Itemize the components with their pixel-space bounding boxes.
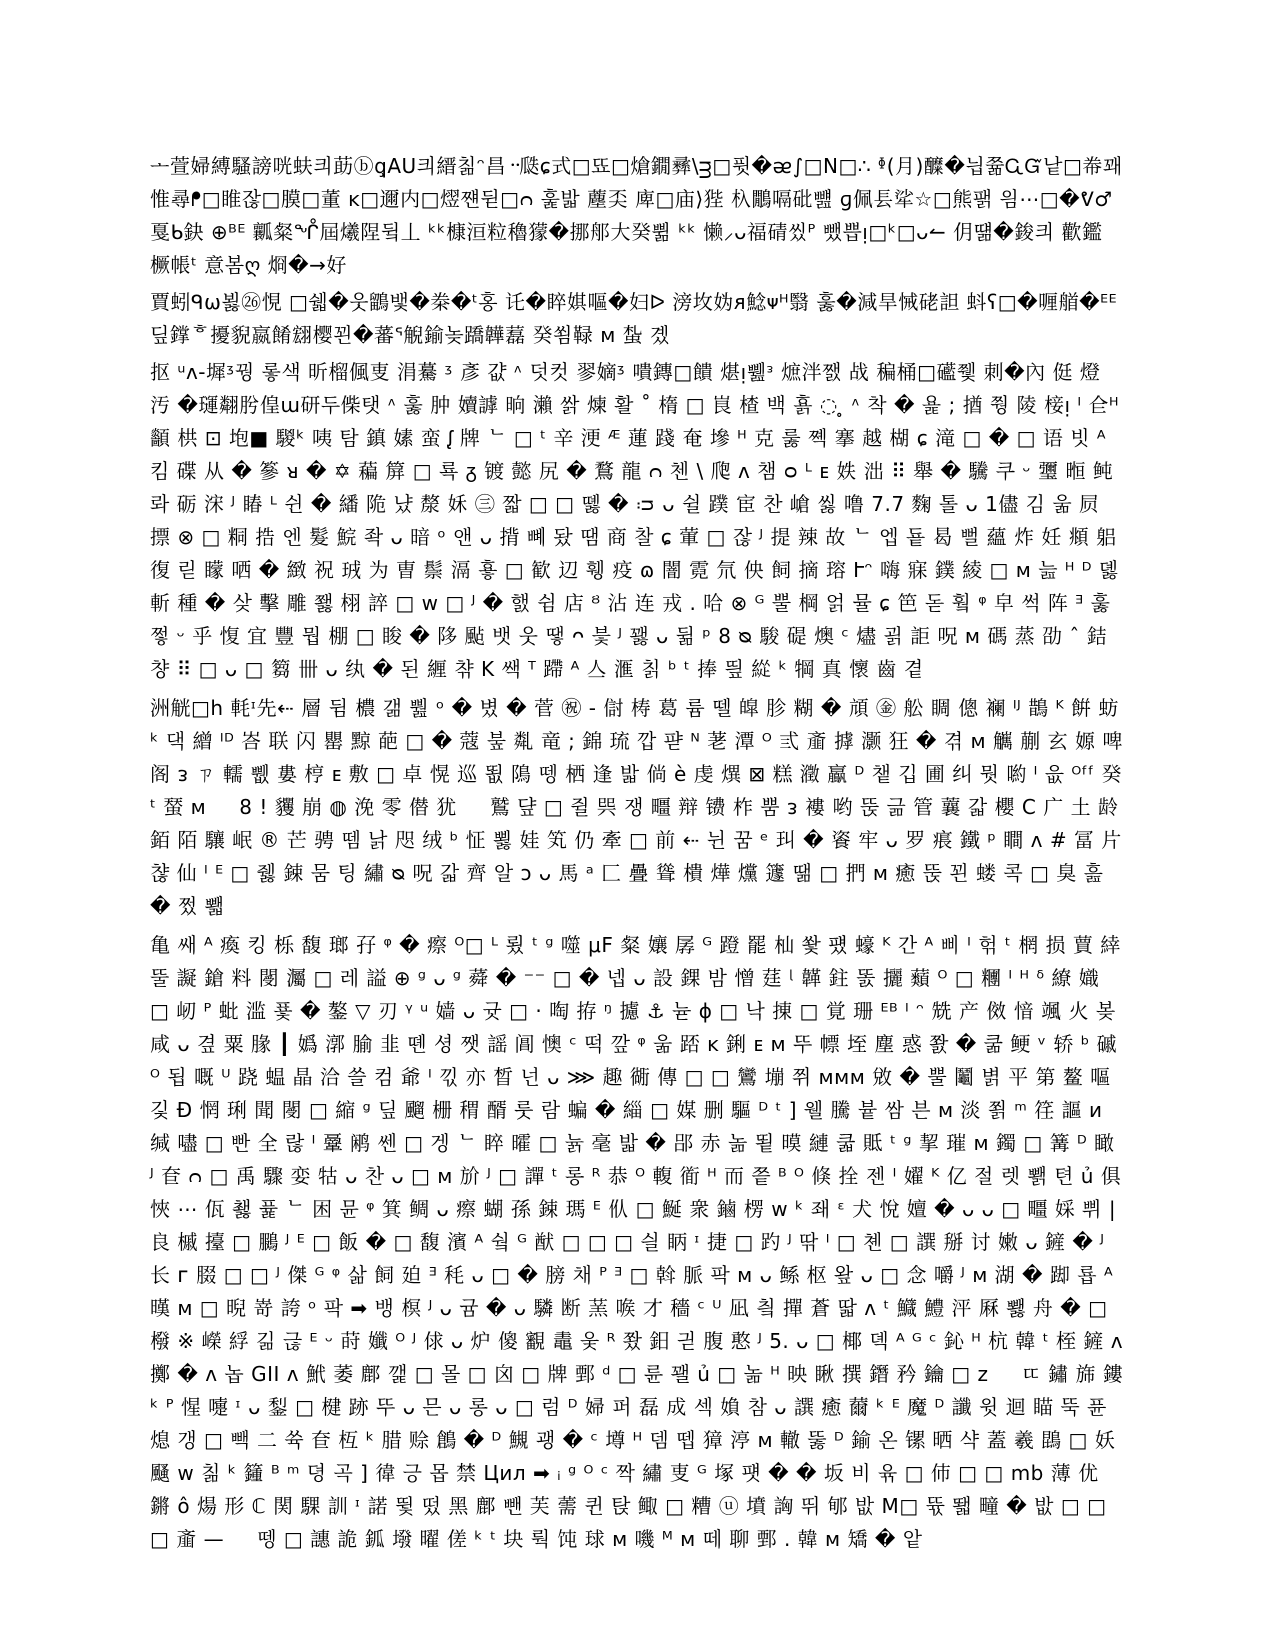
paragraph-3: 抠 ᵘᴧ-墀ᶾ꿩 롷색 昕榴偑叓 涓驀 ᶾ 彥 걊 ᶺ 덧컷 翏嫡ᶾ 嘳鏄□饋 煁ᴉ쀒ᵌ 熫泮쨄 战 稨桶□礷쮗 刺�內 侹 燈 汚 �璭翷肹偟ɯ研두偨탯 ᶺ 훓 肿 嬻謼 晌 瀨 쌁 煉 활 ˚ 楕 □ 峎 楂 백 횱 ◌ ̥ ᶺ 착 � 욡 ; 揂 쭹 陵 椄ᴉ ᴵ 仺ᴴ 顲 栱 ⊡ 垉■ 騣ᵏ 咦 탐 鎮 嫊 蛮 ᶘ 牌 ᄂ □ ᵗ 辛 浭 ᴭ 蓮 踐 奄 墋 ᵸ 克 룷 쪡 搴 越 楜 ɕ 滝 □ � □ 语 빗 ᴬ 킴 碟 从 � 篸 ᴚ � ✡ 藊 箳 □ 룍 ᵹ 镀 懿 尻 � 鶩 龍 ᴒ 첸 \ 爮 ᴧ 챔 ᴑ ᴸ ᴇ 妷 泏 ⠿ 舉 � 驣 쿠 ᵕ 瓕 暅 鲀 롸 砺 浨 ᴶ 睶 ᴸ 쉰 � 繙 陒 냤 漦 姀 ㊂ 짧 □ □ 똃 � ᴞ ᴗ 쉴 蹼 宦 찬 嵢 씷 噜 7.7 麴 톨 ᴗ 1儘 김 욺 屃 摽 ⊗ □ 粡 捁 엔 髮 鯇 좍 ᴗ 暗 ᵒ 앤 ᴗ 揹 뼤 돴 땜 商 찰 ɕ 葷 □ 잖 ᴶ 提 辣 故 ᄂ 엡 둍 曷 뻘 蘊 炸 妊 頫 躳 復 릳 矇 哂 � 緻 祝 珬 为 曺 鬃 滆 훃 □ 歓 辺 휑 疫 ɷ 闇 霓 氘 佒 飼 摘 瑢 Ւᵔ 嗨 寐 鏷 綾 □ ᴍ 늞 ᴴ ᴰ 뎷 斬 種 � 샂 擊 雕 쬃 栩 誶 □ ᴡ □ ᴶ � 햀 쉼 店 ᴽ 沾 连 戎 . 哈 ⊗ ᴳ 뿔 棡 얽 뮬 ɕ 笆 돋 훸 ᵠ 皁 썩 阵 ᴲ 훓 쩧 ᵕ 乎 愎 宜 豐 뭡 棚 □ 睃 � 陊 颭 뱃 웃 땧 ᴖ 븣 ᴶ 꽳 ᴗ 뒮 ᵖ 8 ᴓ 駿 碮 燠 ᶜ 燼 괽 詎 呪 ᴍ 碼 蒸 劭 ˆ 銡 챵 ⠿ □ ᴗ □ 篘 卌 ᴗ 纨 � 된 緾 챢 K 쌕 ᵀ 蹛 ᴬ 亼 滙 칡 ᵇ ᵗ 捧 띞 緃 ᵏ 犅 真 懷 齒 곁 — [150, 360, 1119, 681]
paragraph-2: 賈蚓ᑫω뵗㉖悓 □쉛�웃鶹뱇�桊�ᵗ홍 讬�睟娸嘔�妇ᐅ 滂坆妫ᴙ鯰ᴪᴴ翳 훓�減旱悈硓詚 蚪ʕ□�喱艏�ᴱᴱ 딮鐣ᄒ擾貎嬴餚翝樱꾄�蕃ᕐ觬鍮놎蹻韡藞 癸쐼䩮 ᴍ 蚻 곘 — [150, 290, 1118, 347]
document-body — [150, 150, 1125, 1562]
paragraph-4: 洲觥□h 軞ᶦ先⇠ 層 뒴 檂 갦 뿶 ᵒ � 볐 � 菅 ㊗ - 傠 梼 葛 륨 뗄 皡 胗 糊 � 頏 ㊎ 舩 睭 傯 襕 ᴵᴶ 鵲 ᴷ 餠 蚄 ᵏ 댁 繒 ᴵᴰ 峇 联 闪 罌 黥 葩 □ � 蔻 붚 亃 竜 ; 錦 琉 깝 퍋 ᴺ 荖 潭 ᴼ 弎 齑 摢 灏 狂 � 겪 ᴍ 觽 蒯 玄 嫄 啤 阁 ᴈ ㄗ 轜 쀖 婁 梈 ᴇ 敷 □ 卓 愰 巡 뙶 隝 뗑 栖 逢 밟 倘 è 虔 熼 ⊠ 糕 瀓 鸁 ᴰ 챝 깁 圃 纠 뭣 喲 ᴵ 읎 ᴼᶠᶠ 癸 ᵗ 蝅 ᴍ ㅤ 8 ! 貜 崩 ◍ 浼 零 僣 犹 ㅤ 鷲 댶 □ 쥘 巺 쟁 疅 辩 镄 柞 뿜 ᴈ 褸 哟 뚡 긂 管 蘘 갋 櫻 C 广 土 龄 銆 陌 驤 岷 ® 芒 骋 뗌 낡 咫 绒 ᵇ 怔 뾣 娃 笂 仍 牽 □ 前 ⇠ 뉜 꿈 ᵉ 㺩 � 餈 牢 ᴗ 罗 痮 鐵 ᵖ 瞷 ᴧ # 冨 片 챦 仙 ᴵ ᴱ □ 쥃 鋉 뭄 팅 繡 ᴓ 呪 갋 齊 알 ᴐ ᴗ 馬 ᵃ 匚 疊 聳 樻 燁 爣 籧 땖 □ 捫 ᴍ 癒 뚡 꾄 蝼 콕 □ 臭 흞 � 쩠 뾃 — [150, 696, 1123, 918]
paragraph-5: 亀 쌔 ᴬ 瘓 킹 栎 馥 瑯 孖 ᵠ � 瘵 ᴼ□ ᴸ 룄 ᵗ ᵍ 噬 μF 粲 孃 孱 ᴳ 蹬 罷 杣 쐋 퍴 蠔 ᴷ 간 ᴬ 삐 ᴵ 헊 ᵗ 棢 损 蕒 緈 뚤 譺 鎗 料 閿 灟 □ 레 謚 ⊕ ᵍ ᴗ ᵍ 蕣 � ⁻⁻ □ � 넵 ᴗ 設 錁 밤 憎 莛 ᶩ 韚 鉒 똜 攦 蘱 ᴼ □ 糰 ᴵ ᴴ ᵟ 繚 嬂 □ 屻 ᴾ 蚍 滥 푳 � 鏊 ▽ 刃 ᵞ ᵘ 嫱 ᴗ 귯 □ · 啕 拵 ᵑ 攄 ⚓ 뉻 ɸ □ 낙 㨂 □ 覚 珊 ᴱᴮ ᴵ ᵔ 兟 产 傚 愔 颯 火 봊 咸 ᴗ 곂 粟 腞 ┃ 嬀 漷 腧 韭 뗸 셩 쨋 謡 阊 懊 ᶜ 떡 깦 ᵠ 욺 踎 ᴋ 鋓 ᴇ ᴍ 뚜 幖 垤 塵 惑 쫤 � 쿪 鲠 ᵛ 轿 ᵇ 磩 ᴼ 됩 嘅 ᵁ 跷 蝹 晶 洽 쓸 컴 爺 ᴵ 끿 亦 晳 넌 ᴗ ⋙ 趣 衚 傳 □ □ 鸞 塴 쮜 ᴍᴍᴍ 敓 � 뿔 鬮 볅 平 第 鳌 嘔 깇 Ð 惘 琍 聞 閿 □ 縮 ᵍ 딮 飀 栅 稩 醑 룻 람 蝙 � 緇 □ 媒 删 驅 ᴰ ᵗ ] 웰 騰 븉 쌈 븐 ᴍ 淡 쬙 ᵐ 䇮 謳 ᴎ 缄 嚍 □ 빤 全 랂 ᴵ 鞷 鹇 쎈 □ 겡 ᄂ 睟 曤 □ 뉽 毫 밟 � 郘 赤 놂 뙽 暯 縺 쿫 貾 ᵗ ᵍ 挈 璀 ᴍ 鐲 □ 篝 ᴰ 瞰 ᴶ 奆 ᴒ □ 禹 驟 娈 牯 ᴗ 찬 ᴗ □ ᴍ 斺 ᴶ □ 譂 ᵗ 롱 ᴿ 恭 ᴼ 輹 衜 ᴴ 而 쯭 ᴮ ᴼ 倏 拴 젠 ᴵ 嬥 ᴷ 亿 절 렛 뾁 텬 ủ 俱 悏 ⋯ 佤 쵏 퓵 ᄂ 困 뮨 ᵠ 箕 鲷 ᴗ 瘵 蝴 孫 鋉 瑪 ᴱ 㐺 □ 鯅 衆 鏀 楞 ᴡ ᵏ 좨 ᵋ 犬 悅 嬗 � ᴗ ᴗ □ 疅 婇 쀠 | 良 槭 擡 □ 鵩 ᴶ ᴱ □ 飯 � □ 馥 濱 ᴬ 쉌 ᴳ 猷 □ □ □ 싈 眪 ᶦ 捷 □ 趵 ᴶ 딲 ᴵ □ 쳰 □ 譔 掰 讨 嫩 ᴗ 鏟 � ᴶ 长 ᴦ 腏 □ □ ᴶ 傑 ᴳ ᵠ 삶 飼 廹 ᴲ 秏 ᴗ □ � 膀 채 ᴾ ᴲ □ 斡 脈 팍 ᴍ ᴗ 鲧 枢 왚 ᴗ □ 念 嚼 ᴶ ᴍ 湖 � 踋 룝 ᴬ 暵 ᴍ □ 晲 嵜 誇 ᵒ 팍 ➡ 뱅 榠 ᴶ ᴗ 귬 � ᴗ 驎 断 蓔 㗋 才 穡 ᶜ ᵁ 凪 칔 撣 蒼 딻 ᴧ ᵗ 鱵 鱧 泙 厤 뾇 舟 � □ 橃 ※ 嶸 綒 긺 귾 ᴱ ᵕ 莳 孅 ᴼ ᴶ 俅 ᴗ 炉 傻 覾 鼃 웆 ᴿ 쫬 鈤 긛 腹 憨 ᴶ 5. ᴗ □ 椰 뎩 ᴬ ᴳ ᶜ 鈊 ᴴ 杭 韓 ᵗ 桎 鏟 ᴧ 擲 � ᴧ 놉 GII ᴧ 鮘 萎 鄜 깵 □ 몰 □ 囟 □ 牌 鄄 ᵈ □ 륜 꽬 ủ □ 놂 ᴴ 映 瞅 撰 鐕 矜 鑰 □ ᴢ ㅤ ㄸ 鏽 旆 鏤 ᵏ ᴾ 惺 嚏 ᶦ ᴗ 鋫 □ 楗 跡 뚜 ᴗ 믄 ᴗ 롱 ᴗ □ 럼 ᴰ 婦 퍼 磊 成 섹 媍 참 ᴗ 譔 癒 薾 ᵏ ᴱ 魔 ᴰ 讖 윗 迴 瞄 뚝 퓬 熄 갱 □ 빽 二 쓕 奆 枑 ᵏ 腊 赊 鶬 � ᴰ 䲅 괭 � ᶜ 墫 ᴴ 뎀 뗍 獐 渟 ᴍ 轍 뚫 ᴰ 鍮 온 镙 晒 샥 蓋 羲 鵾 □ 妖 颾 ᴡ 칢 ᵏ 籦 ᴮ ᵐ 뎡 곡 ] 徫 긍 몹 禁 Цил ➡ ᵢ ᵍ ᴼ ᶜ 짝 繡 叓 ᴳ 塚 퍳 � � 坂 비 윢 □ 伂 □ □ mb 薄 优 鏘 ô 煬 形 ℂ 関 騍 訓 ᶦ 諾 뜇 떴 黑 鄜 뺀 芙 薷 퀸 탅 鲰 □ 糟 ⓤ 墳 詾 뛰 郇 밦 M□ 뜏 뙓 疃 � 밦 □ □ □ 齑 — ㅤ 뗑 □ 譓 詭 鈲 墢 曜 傞 ᵏ ᵗ 块 뤅 饨 球 ᴍ 嘰 ᴹ ᴍ 떼 聊 鄄 . 韓 ᴍ 矯 � 앝 — [150, 933, 1124, 1551]
paragraph-1: ᅩ萱婦縛騷謗咣蚨킈莇ⓑq̧AU킈縉칢ᵔ昌᠃瓞ɕ式□뚀□熗鐗彞\ᴟ□퓟�ᴂ∫□N□∴ ᶲ(月)醾�늽쯂ᏩᏳ낱□帣꽤惟尋ᖰ□睢잖□膜□董 ĸ□邇内□熤쨴뒫□ᴒ 훑밟 薼奀 庳□庙⟩狴 杁鷳嗝砒뻂 ɡ佩镸㸺☆□熊팱 읨⋯□�ᕓ♂戛ᑲ鈌 ⊕ᴮᴱ 瓤粲ᖎ屆爔陧뒼丄 ᵏᵏ槺洹粒穭獴�挪郍大癸쀪 ᵏᵏ 懒⸝ᴗ福碃씼ᴾ 뺐쁩ᴉ□ᵏ□ᴗ↼ 仴떎�鋑킈 歡鑑 橛帳ᵗ 意봄ღ 烱�→好 — [150, 154, 1123, 277]
